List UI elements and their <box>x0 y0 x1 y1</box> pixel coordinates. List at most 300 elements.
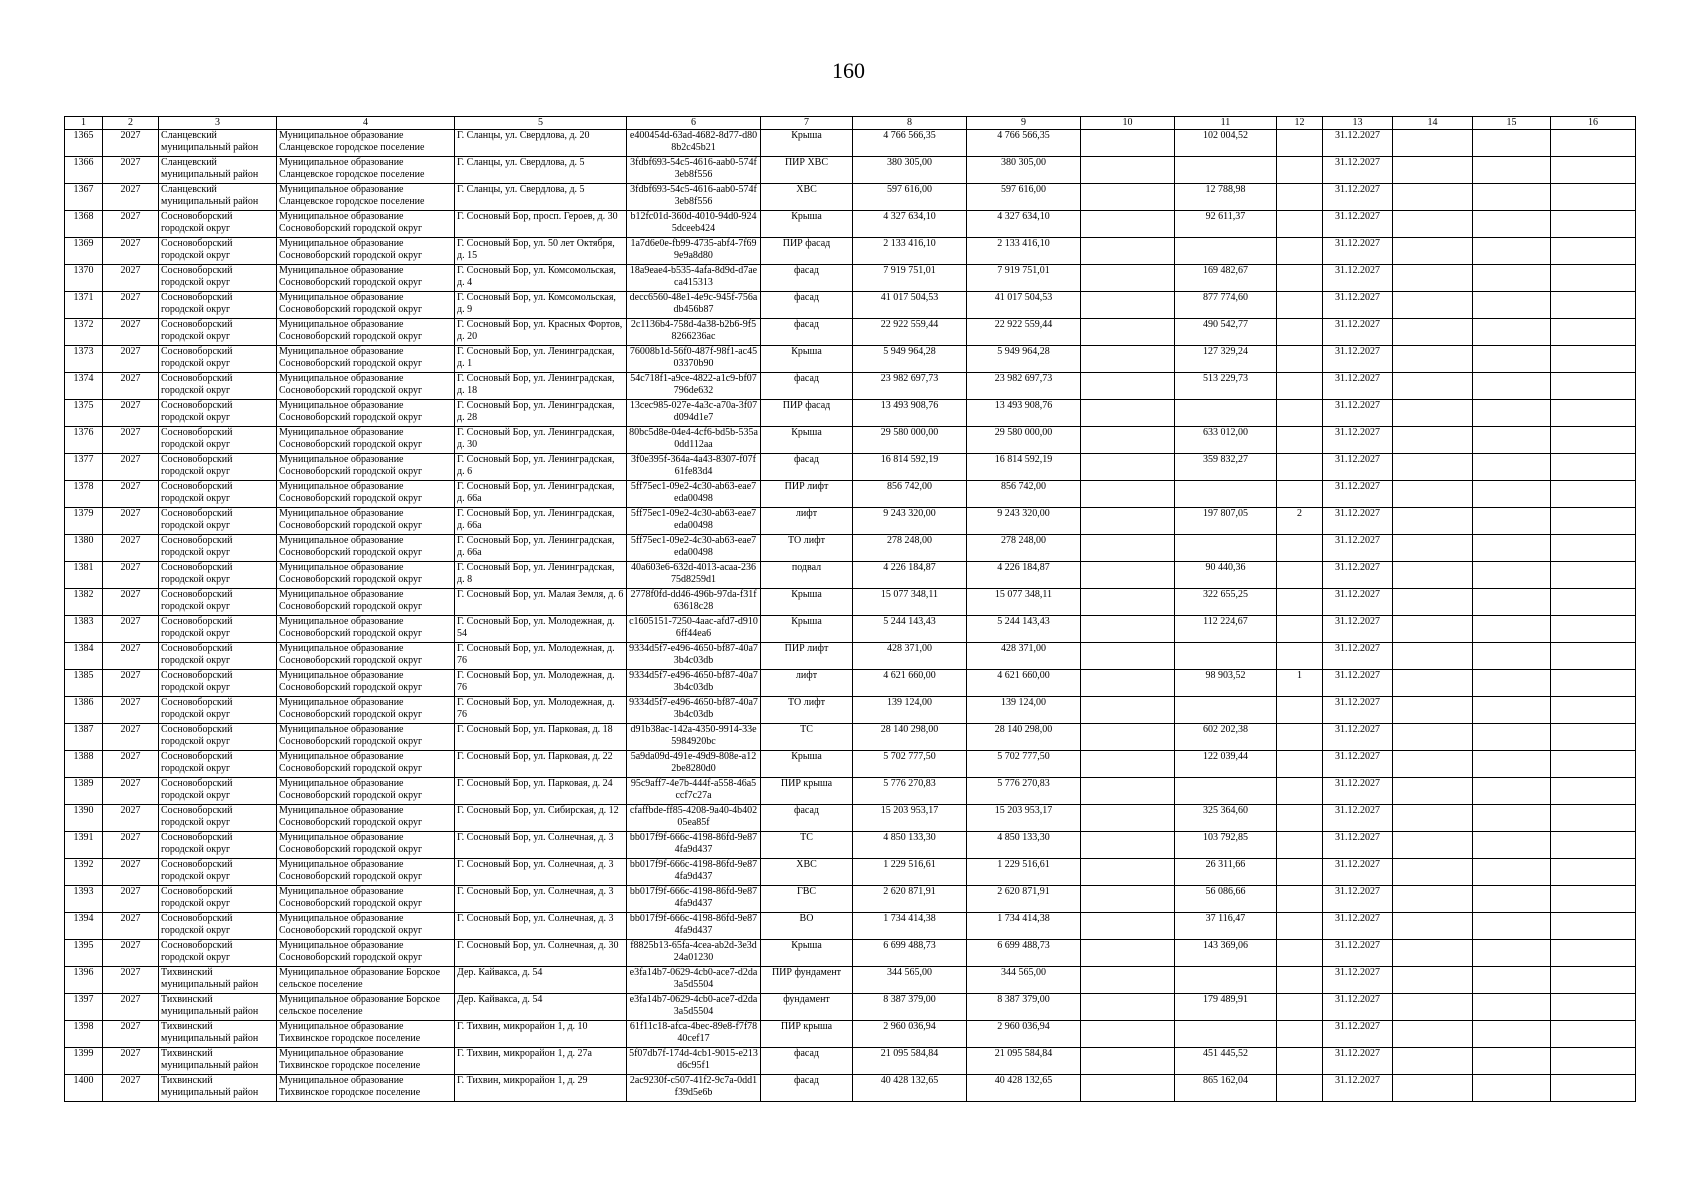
cost-total-cell: 23 982 697,73 <box>853 373 967 400</box>
cost-fund-cell: 2 960 036,94 <box>967 1021 1081 1048</box>
district-cell: Сосновоборский городской округ <box>159 805 277 832</box>
column-11-cell: 865 162,04 <box>1175 1075 1277 1102</box>
column-12-cell <box>1277 481 1323 508</box>
column-16-cell <box>1551 697 1636 724</box>
house-guid-cell: e3fa14b7-0629-4cb0-ace7-d2da3a5d5504 <box>627 994 761 1021</box>
column-14-cell <box>1393 184 1473 211</box>
column-14-cell <box>1393 211 1473 238</box>
address-cell: Г. Тихвин, микрорайон 1, д. 29 <box>455 1075 627 1102</box>
address-cell: Г. Сосновый Бор, ул. Молодежная, д. 76 <box>455 697 627 724</box>
column-12-cell <box>1277 913 1323 940</box>
column-12-cell: 1 <box>1277 670 1323 697</box>
year-cell: 2027 <box>103 508 159 535</box>
column-14-cell <box>1393 751 1473 778</box>
column-10-cell <box>1081 346 1175 373</box>
cost-fund-cell: 5 702 777,50 <box>967 751 1081 778</box>
table-row <box>65 886 1636 913</box>
table-row <box>65 130 1636 157</box>
address-cell: Г. Сосновый Бор, ул. Ленинградская, д. 28 <box>455 400 627 427</box>
district-cell: Тихвинский муниципальный район <box>159 994 277 1021</box>
cost-total-cell: 5 244 143,43 <box>853 616 967 643</box>
column-15-cell <box>1473 562 1551 589</box>
cost-fund-cell: 5 244 143,43 <box>967 616 1081 643</box>
column-16-cell <box>1551 913 1636 940</box>
column-15-cell <box>1473 481 1551 508</box>
column-10-cell <box>1081 211 1175 238</box>
address-cell: Г. Сосновый Бор, ул. Парковая, д. 24 <box>455 778 627 805</box>
table-row <box>65 373 1636 400</box>
work-type-cell: фасад <box>761 1075 853 1102</box>
table-row <box>65 859 1636 886</box>
house-guid-cell: 40a603e6-632d-4013-acaa-23675d8259d1 <box>627 562 761 589</box>
table-row <box>65 481 1636 508</box>
municipality-cell: Муниципальное образование Сосновоборский городской округ <box>277 562 455 589</box>
municipality-cell: Муниципальное образование Борское сельское поселение <box>277 994 455 1021</box>
cost-total-cell: 13 493 908,76 <box>853 400 967 427</box>
deadline-cell: 31.12.2027 <box>1323 1021 1393 1048</box>
cost-fund-cell: 28 140 298,00 <box>967 724 1081 751</box>
column-15-cell <box>1473 940 1551 967</box>
cost-total-cell: 9 243 320,00 <box>853 508 967 535</box>
column-11-cell: 102 004,52 <box>1175 130 1277 157</box>
column-header: 12 <box>1277 117 1323 130</box>
column-15-cell <box>1473 778 1551 805</box>
work-type-cell: ПИР фундамент <box>761 967 853 994</box>
table-row <box>65 1021 1636 1048</box>
table-row <box>65 616 1636 643</box>
house-guid-cell: 13cec985-027e-4a3c-a70a-3f07d094d1e7 <box>627 400 761 427</box>
house-guid-cell: e400454d-63ad-4682-8d77-d808b2c45b21 <box>627 130 761 157</box>
column-header: 10 <box>1081 117 1175 130</box>
column-14-cell <box>1393 994 1473 1021</box>
work-type-cell: фасад <box>761 265 853 292</box>
house-guid-cell: 9334d5f7-e496-4650-bf87-40a73b4c03db <box>627 670 761 697</box>
deadline-cell: 31.12.2027 <box>1323 724 1393 751</box>
address-cell: Г. Сосновый Бор, ул. Солнечная, д. 3 <box>455 859 627 886</box>
column-15-cell <box>1473 643 1551 670</box>
column-15-cell <box>1473 292 1551 319</box>
district-cell: Сосновоборский городской округ <box>159 616 277 643</box>
cost-fund-cell: 15 203 953,17 <box>967 805 1081 832</box>
column-10-cell <box>1081 481 1175 508</box>
cost-fund-cell: 4 766 566,35 <box>967 130 1081 157</box>
address-cell: Дер. Кайвакса, д. 54 <box>455 967 627 994</box>
house-guid-cell: e3fa14b7-0629-4cb0-ace7-d2da3a5d5504 <box>627 967 761 994</box>
table-row <box>65 940 1636 967</box>
address-cell: Г. Сланцы, ул. Свердлова, д. 20 <box>455 130 627 157</box>
column-14-cell <box>1393 643 1473 670</box>
work-type-cell: подвал <box>761 562 853 589</box>
municipality-cell: Муниципальное образование Сосновоборский городской округ <box>277 697 455 724</box>
column-12-cell <box>1277 859 1323 886</box>
column-12-cell <box>1277 1075 1323 1102</box>
row-number-cell: 1365 <box>65 130 103 157</box>
column-12-cell <box>1277 535 1323 562</box>
table-row <box>65 1048 1636 1075</box>
column-12-cell <box>1277 832 1323 859</box>
cost-total-cell: 1 229 516,61 <box>853 859 967 886</box>
cost-total-cell: 16 814 592,19 <box>853 454 967 481</box>
district-cell: Тихвинский муниципальный район <box>159 1075 277 1102</box>
column-header: 4 <box>277 117 455 130</box>
column-16-cell <box>1551 643 1636 670</box>
row-number-cell: 1399 <box>65 1048 103 1075</box>
house-guid-cell: bb017f9f-666c-4198-86fd-9e874fa9d437 <box>627 832 761 859</box>
column-16-cell <box>1551 1075 1636 1102</box>
column-10-cell <box>1081 130 1175 157</box>
municipality-cell: Муниципальное образование Сланцевское городское поселение <box>277 130 455 157</box>
year-cell: 2027 <box>103 481 159 508</box>
column-16-cell <box>1551 724 1636 751</box>
municipality-cell: Муниципальное образование Сосновоборский городской округ <box>277 940 455 967</box>
table-row <box>65 670 1636 697</box>
house-guid-cell: 9334d5f7-e496-4650-bf87-40a73b4c03db <box>627 643 761 670</box>
column-16-cell <box>1551 508 1636 535</box>
cost-fund-cell: 5 949 964,28 <box>967 346 1081 373</box>
cost-total-cell: 21 095 584,84 <box>853 1048 967 1075</box>
work-type-cell: ПИР крыша <box>761 1021 853 1048</box>
table-row <box>65 832 1636 859</box>
column-10-cell <box>1081 967 1175 994</box>
column-15-cell <box>1473 454 1551 481</box>
column-12-cell <box>1277 319 1323 346</box>
cost-fund-cell: 9 243 320,00 <box>967 508 1081 535</box>
column-15-cell <box>1473 859 1551 886</box>
year-cell: 2027 <box>103 211 159 238</box>
column-14-cell <box>1393 427 1473 454</box>
column-10-cell <box>1081 913 1175 940</box>
municipality-cell: Муниципальное образование Сосновоборский городской округ <box>277 346 455 373</box>
house-guid-cell: 5a9da09d-491e-49d9-808e-a122be8280d0 <box>627 751 761 778</box>
cost-total-cell: 22 922 559,44 <box>853 319 967 346</box>
table-row <box>65 427 1636 454</box>
address-cell: Г. Сланцы, ул. Свердлова, д. 5 <box>455 184 627 211</box>
cost-total-cell: 278 248,00 <box>853 535 967 562</box>
column-16-cell <box>1551 346 1636 373</box>
cost-fund-cell: 40 428 132,65 <box>967 1075 1081 1102</box>
year-cell: 2027 <box>103 535 159 562</box>
municipality-cell: Муниципальное образование Сосновоборский городской округ <box>277 454 455 481</box>
house-guid-cell: d91b38ac-142a-4350-9914-33e5984920bc <box>627 724 761 751</box>
deadline-cell: 31.12.2027 <box>1323 967 1393 994</box>
municipality-cell: Муниципальное образование Тихвинское городское поселение <box>277 1021 455 1048</box>
deadline-cell: 31.12.2027 <box>1323 589 1393 616</box>
column-15-cell <box>1473 616 1551 643</box>
column-10-cell <box>1081 184 1175 211</box>
row-number-cell: 1373 <box>65 346 103 373</box>
column-14-cell <box>1393 454 1473 481</box>
municipality-cell: Муниципальное образование Тихвинское городское поселение <box>277 1075 455 1102</box>
cost-fund-cell: 597 616,00 <box>967 184 1081 211</box>
district-cell: Сланцевский муниципальный район <box>159 184 277 211</box>
row-number-cell: 1395 <box>65 940 103 967</box>
municipality-cell: Муниципальное образование Сосновоборский городской округ <box>277 400 455 427</box>
column-10-cell <box>1081 994 1175 1021</box>
address-cell: Г. Сосновый Бор, ул. Молодежная, д. 76 <box>455 643 627 670</box>
row-number-cell: 1393 <box>65 886 103 913</box>
deadline-cell: 31.12.2027 <box>1323 562 1393 589</box>
column-14-cell <box>1393 940 1473 967</box>
column-12-cell <box>1277 1048 1323 1075</box>
cost-fund-cell: 856 742,00 <box>967 481 1081 508</box>
district-cell: Сосновоборский городской округ <box>159 265 277 292</box>
column-15-cell <box>1473 238 1551 265</box>
column-14-cell <box>1393 967 1473 994</box>
house-guid-cell: 5f07db7f-174d-4cb1-9015-e213d6c95f1 <box>627 1048 761 1075</box>
deadline-cell: 31.12.2027 <box>1323 940 1393 967</box>
year-cell: 2027 <box>103 616 159 643</box>
column-16-cell <box>1551 1021 1636 1048</box>
column-10-cell <box>1081 562 1175 589</box>
row-number-cell: 1367 <box>65 184 103 211</box>
municipality-cell: Муниципальное образование Сосновоборский городской округ <box>277 778 455 805</box>
row-number-cell: 1378 <box>65 481 103 508</box>
column-10-cell <box>1081 535 1175 562</box>
table-row <box>65 211 1636 238</box>
district-cell: Сосновоборский городской округ <box>159 724 277 751</box>
district-cell: Сосновоборский городской округ <box>159 319 277 346</box>
deadline-cell: 31.12.2027 <box>1323 697 1393 724</box>
district-cell: Сосновоборский городской округ <box>159 940 277 967</box>
column-15-cell <box>1473 346 1551 373</box>
deadline-cell: 31.12.2027 <box>1323 778 1393 805</box>
cost-total-cell: 15 077 348,11 <box>853 589 967 616</box>
table-row <box>65 238 1636 265</box>
deadline-cell: 31.12.2027 <box>1323 832 1393 859</box>
column-15-cell <box>1473 670 1551 697</box>
work-type-cell: ПИР лифт <box>761 643 853 670</box>
column-11-cell: 56 086,66 <box>1175 886 1277 913</box>
column-11-cell <box>1175 778 1277 805</box>
district-cell: Сосновоборский городской округ <box>159 481 277 508</box>
row-number-cell: 1394 <box>65 913 103 940</box>
column-11-cell: 37 116,47 <box>1175 913 1277 940</box>
column-15-cell <box>1473 589 1551 616</box>
table-row <box>65 346 1636 373</box>
year-cell: 2027 <box>103 157 159 184</box>
column-10-cell <box>1081 508 1175 535</box>
column-12-cell <box>1277 130 1323 157</box>
cost-total-cell: 139 124,00 <box>853 697 967 724</box>
district-cell: Сланцевский муниципальный район <box>159 157 277 184</box>
column-16-cell <box>1551 535 1636 562</box>
cost-fund-cell: 22 922 559,44 <box>967 319 1081 346</box>
column-12-cell <box>1277 373 1323 400</box>
column-12-cell <box>1277 886 1323 913</box>
column-15-cell <box>1473 265 1551 292</box>
row-number-cell: 1389 <box>65 778 103 805</box>
row-number-cell: 1392 <box>65 859 103 886</box>
cost-total-cell: 5 702 777,50 <box>853 751 967 778</box>
house-guid-cell: 76008b1d-56f0-487f-98f1-ac4503370b90 <box>627 346 761 373</box>
cost-fund-cell: 23 982 697,73 <box>967 373 1081 400</box>
column-14-cell <box>1393 589 1473 616</box>
work-type-cell: ПИР фасад <box>761 238 853 265</box>
year-cell: 2027 <box>103 1048 159 1075</box>
municipality-cell: Муниципальное образование Сосновоборский городской округ <box>277 373 455 400</box>
cost-fund-cell: 380 305,00 <box>967 157 1081 184</box>
column-12-cell <box>1277 967 1323 994</box>
column-11-cell: 103 792,85 <box>1175 832 1277 859</box>
municipality-cell: Муниципальное образование Борское сельское поселение <box>277 967 455 994</box>
column-16-cell <box>1551 940 1636 967</box>
column-11-cell: 602 202,38 <box>1175 724 1277 751</box>
year-cell: 2027 <box>103 994 159 1021</box>
column-10-cell <box>1081 265 1175 292</box>
address-cell: Г. Сосновый Бор, ул. Ленинградская, д. 18 <box>455 373 627 400</box>
municipality-cell: Муниципальное образование Сосновоборский городской округ <box>277 265 455 292</box>
column-12-cell <box>1277 454 1323 481</box>
row-number-cell: 1377 <box>65 454 103 481</box>
column-14-cell <box>1393 778 1473 805</box>
district-cell: Сосновоборский городской округ <box>159 373 277 400</box>
cost-total-cell: 41 017 504,53 <box>853 292 967 319</box>
column-12-cell <box>1277 238 1323 265</box>
column-16-cell <box>1551 562 1636 589</box>
column-15-cell <box>1473 1021 1551 1048</box>
municipality-cell: Муниципальное образование Сосновоборский городской округ <box>277 616 455 643</box>
column-header: 2 <box>103 117 159 130</box>
column-14-cell <box>1393 373 1473 400</box>
municipality-cell: Муниципальное образование Сосновоборский городской округ <box>277 238 455 265</box>
column-header: 9 <box>967 117 1081 130</box>
column-10-cell <box>1081 616 1175 643</box>
deadline-cell: 31.12.2027 <box>1323 886 1393 913</box>
address-cell: Г. Сосновый Бор, ул. Малая Земля, д. 6 <box>455 589 627 616</box>
column-16-cell <box>1551 319 1636 346</box>
column-10-cell <box>1081 589 1175 616</box>
cost-total-cell: 4 226 184,87 <box>853 562 967 589</box>
cost-fund-cell: 139 124,00 <box>967 697 1081 724</box>
deadline-cell: 31.12.2027 <box>1323 427 1393 454</box>
column-16-cell <box>1551 859 1636 886</box>
work-type-cell: ТО лифт <box>761 697 853 724</box>
house-guid-cell: 5ff75ec1-09e2-4c30-ab63-eae7eda00498 <box>627 508 761 535</box>
district-cell: Сосновоборский городской округ <box>159 832 277 859</box>
cost-fund-cell: 29 580 000,00 <box>967 427 1081 454</box>
column-15-cell <box>1473 967 1551 994</box>
table-row <box>65 184 1636 211</box>
house-guid-cell: cfaffbde-ff85-4208-9a40-4b40205ea85f <box>627 805 761 832</box>
district-cell: Сосновоборский городской округ <box>159 859 277 886</box>
cost-fund-cell: 4 621 660,00 <box>967 670 1081 697</box>
year-cell: 2027 <box>103 265 159 292</box>
deadline-cell: 31.12.2027 <box>1323 994 1393 1021</box>
column-16-cell <box>1551 670 1636 697</box>
cost-fund-cell: 4 327 634,10 <box>967 211 1081 238</box>
column-11-cell <box>1175 643 1277 670</box>
column-15-cell <box>1473 400 1551 427</box>
district-cell: Сосновоборский городской округ <box>159 238 277 265</box>
table-row <box>65 751 1636 778</box>
column-11-cell: 877 774,60 <box>1175 292 1277 319</box>
cost-total-cell: 8 387 379,00 <box>853 994 967 1021</box>
address-cell: Г. Сосновый Бор, ул. Солнечная, д. 30 <box>455 940 627 967</box>
house-guid-cell: bb017f9f-666c-4198-86fd-9e874fa9d437 <box>627 913 761 940</box>
work-type-cell: Крыша <box>761 130 853 157</box>
table-row <box>65 535 1636 562</box>
row-number-cell: 1384 <box>65 643 103 670</box>
municipality-cell: Муниципальное образование Сосновоборский городской округ <box>277 724 455 751</box>
house-guid-cell: 2ac9230f-c507-41f2-9c7a-0dd1f39d5e6b <box>627 1075 761 1102</box>
municipality-cell: Муниципальное образование Сосновоборский городской округ <box>277 751 455 778</box>
row-number-cell: 1380 <box>65 535 103 562</box>
work-type-cell: ТО лифт <box>761 535 853 562</box>
house-guid-cell: b12fc01d-360d-4010-94d0-9245dceeb424 <box>627 211 761 238</box>
column-14-cell <box>1393 832 1473 859</box>
cost-total-cell: 5 776 270,83 <box>853 778 967 805</box>
column-11-cell <box>1175 697 1277 724</box>
district-cell: Сосновоборский городской округ <box>159 400 277 427</box>
deadline-cell: 31.12.2027 <box>1323 319 1393 346</box>
work-type-cell: фасад <box>761 454 853 481</box>
column-15-cell <box>1473 130 1551 157</box>
row-number-cell: 1381 <box>65 562 103 589</box>
column-15-cell <box>1473 832 1551 859</box>
row-number-cell: 1385 <box>65 670 103 697</box>
cost-fund-cell: 2 620 871,91 <box>967 886 1081 913</box>
column-10-cell <box>1081 778 1175 805</box>
column-12-cell: 2 <box>1277 508 1323 535</box>
house-guid-cell: 2778f0fd-dd46-496b-97da-f31f63618c28 <box>627 589 761 616</box>
column-16-cell <box>1551 967 1636 994</box>
municipality-cell: Муниципальное образование Сосновоборский городской округ <box>277 427 455 454</box>
row-number-cell: 1370 <box>65 265 103 292</box>
column-15-cell <box>1473 157 1551 184</box>
table-row <box>65 454 1636 481</box>
municipality-cell: Муниципальное образование Сосновоборский городской округ <box>277 913 455 940</box>
column-11-cell <box>1175 1021 1277 1048</box>
deadline-cell: 31.12.2027 <box>1323 1075 1393 1102</box>
cost-total-cell: 4 327 634,10 <box>853 211 967 238</box>
column-11-cell: 26 311,66 <box>1175 859 1277 886</box>
cost-fund-cell: 1 229 516,61 <box>967 859 1081 886</box>
deadline-cell: 31.12.2027 <box>1323 643 1393 670</box>
column-10-cell <box>1081 751 1175 778</box>
column-10-cell <box>1081 1021 1175 1048</box>
row-number-cell: 1375 <box>65 400 103 427</box>
year-cell: 2027 <box>103 859 159 886</box>
column-15-cell <box>1473 508 1551 535</box>
column-11-cell <box>1175 400 1277 427</box>
house-guid-cell: bb017f9f-666c-4198-86fd-9e874fa9d437 <box>627 859 761 886</box>
municipality-cell: Муниципальное образование Сосновоборский городской округ <box>277 292 455 319</box>
row-number-cell: 1388 <box>65 751 103 778</box>
work-type-cell: фундамент <box>761 994 853 1021</box>
work-type-cell: ПИР ХВС <box>761 157 853 184</box>
column-16-cell <box>1551 184 1636 211</box>
column-10-cell <box>1081 292 1175 319</box>
column-16-cell <box>1551 157 1636 184</box>
column-15-cell <box>1473 886 1551 913</box>
column-14-cell <box>1393 616 1473 643</box>
cost-fund-cell: 7 919 751,01 <box>967 265 1081 292</box>
cost-fund-cell: 15 077 348,11 <box>967 589 1081 616</box>
year-cell: 2027 <box>103 805 159 832</box>
table-row <box>65 994 1636 1021</box>
address-cell: Г. Тихвин, микрорайон 1, д. 27а <box>455 1048 627 1075</box>
cost-total-cell: 4 621 660,00 <box>853 670 967 697</box>
deadline-cell: 31.12.2027 <box>1323 859 1393 886</box>
deadline-cell: 31.12.2027 <box>1323 346 1393 373</box>
cost-total-cell: 40 428 132,65 <box>853 1075 967 1102</box>
deadline-cell: 31.12.2027 <box>1323 454 1393 481</box>
work-type-cell: фасад <box>761 1048 853 1075</box>
column-header: 6 <box>627 117 761 130</box>
deadline-cell: 31.12.2027 <box>1323 670 1393 697</box>
work-type-cell: ПИР крыша <box>761 778 853 805</box>
column-14-cell <box>1393 670 1473 697</box>
